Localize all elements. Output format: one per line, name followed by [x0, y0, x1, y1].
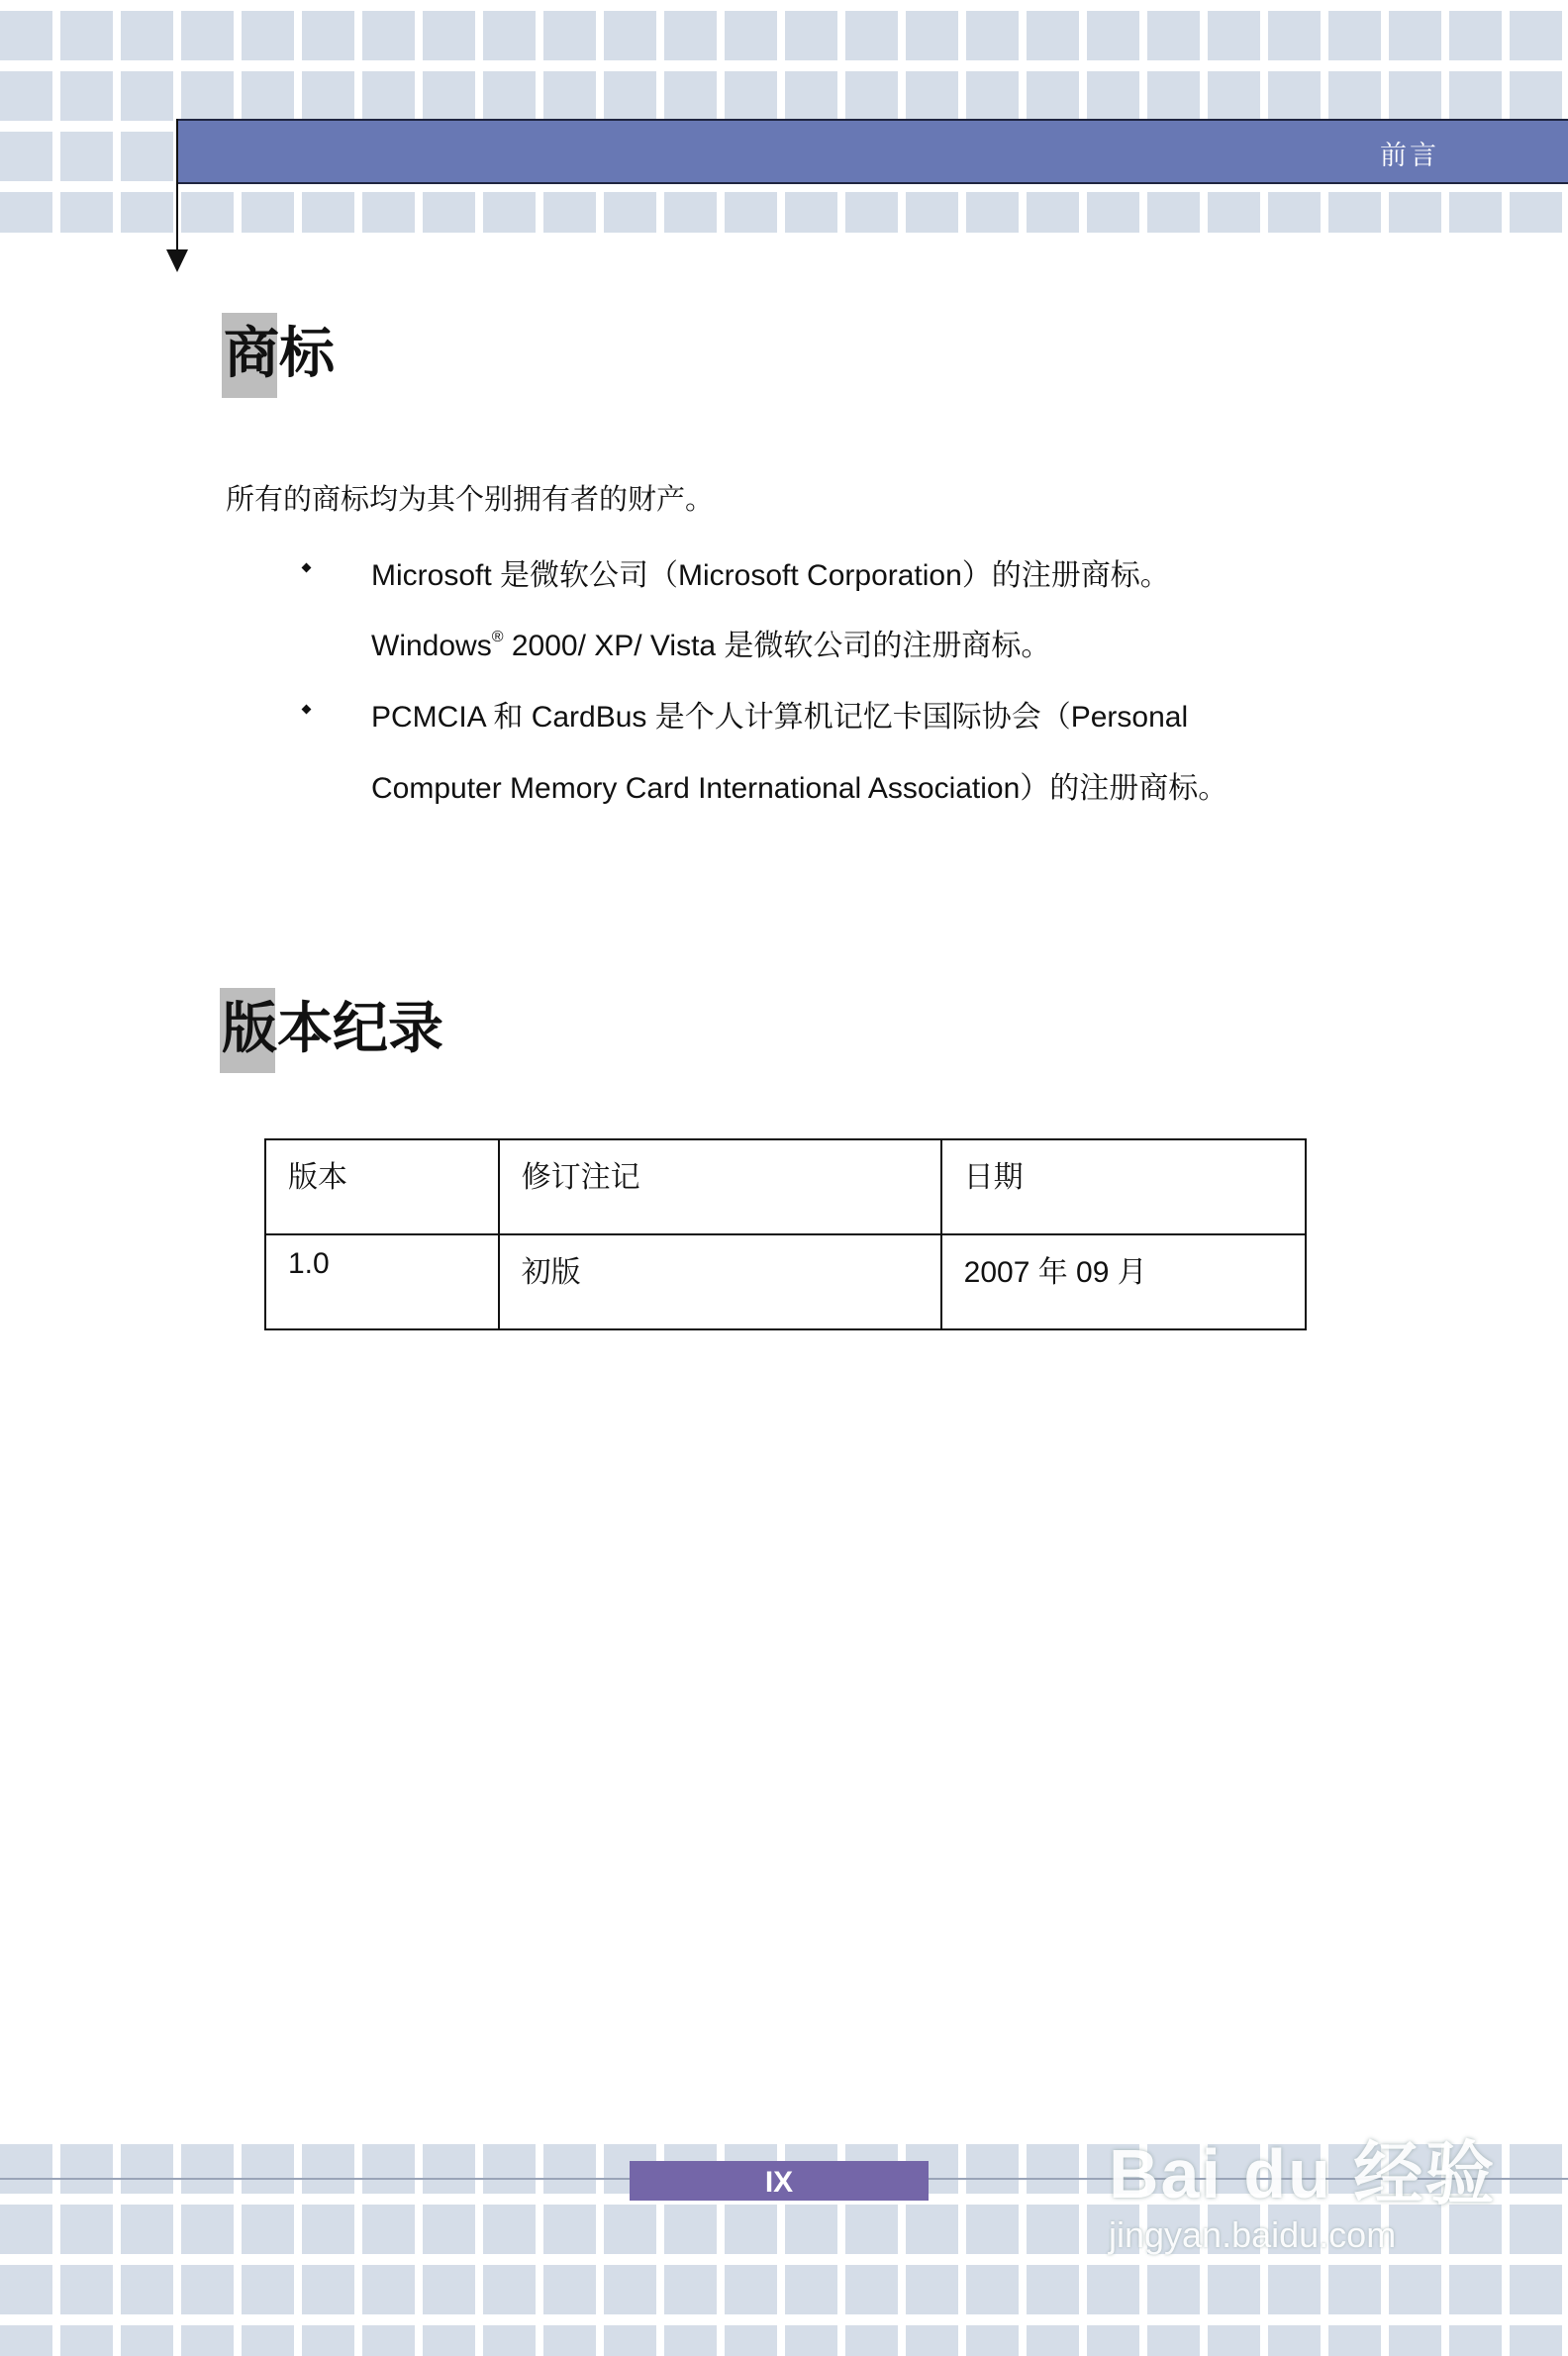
table-cell-version: 1.0: [265, 1234, 499, 1329]
header-bar: [176, 119, 1568, 184]
watermark-sub: jingyan.baidu.com: [1109, 2214, 1397, 2255]
table-header-cell: 日期: [941, 1139, 1306, 1234]
table-row: [265, 1234, 1306, 1329]
trademark-item-2-line-2: Computer Memory Card International Association）的注册商标。: [371, 772, 1228, 805]
bullet-icon: [302, 563, 312, 573]
bullet-icon: [302, 705, 312, 715]
trademark-section-title: 商标: [224, 327, 335, 382]
table-header-cell: 版本: [265, 1139, 499, 1234]
version-history-section-title: 版本纪录: [222, 1002, 443, 1057]
trademark-intro: 所有的商标均为其个别拥有者的财产。: [226, 482, 715, 516]
trademark-item-2-line-1: PCMCIA 和 CardBus 是个人计算机记忆卡国际协会（Personal: [371, 701, 1189, 734]
version-history-table: [264, 1138, 1307, 1330]
trademark-item-1-line-1: Microsoft 是微软公司（Microsoft Corporation）的注册商标。: [371, 559, 1170, 592]
down-arrow-icon: [166, 249, 188, 272]
trademark-item-1-line-2: Windows® 2000/ XP/ Vista 是微软公司的注册商标。: [371, 629, 1051, 662]
watermark-main: Bai du 经验: [1109, 2135, 1497, 2212]
table-cell-note: 初版: [499, 1234, 941, 1329]
table-cell-date: 2007 年 09 月: [941, 1234, 1306, 1329]
table-header-cell: 修订注记: [499, 1139, 941, 1234]
page-number: IX: [630, 2161, 929, 2201]
table-header-row: [265, 1139, 1306, 1234]
header-vertical-line: [176, 119, 178, 252]
header-title: 前言: [1380, 141, 1439, 171]
baidu-watermark: [1109, 2118, 1496, 2256]
top-grid-pattern: [0, 0, 1568, 233]
